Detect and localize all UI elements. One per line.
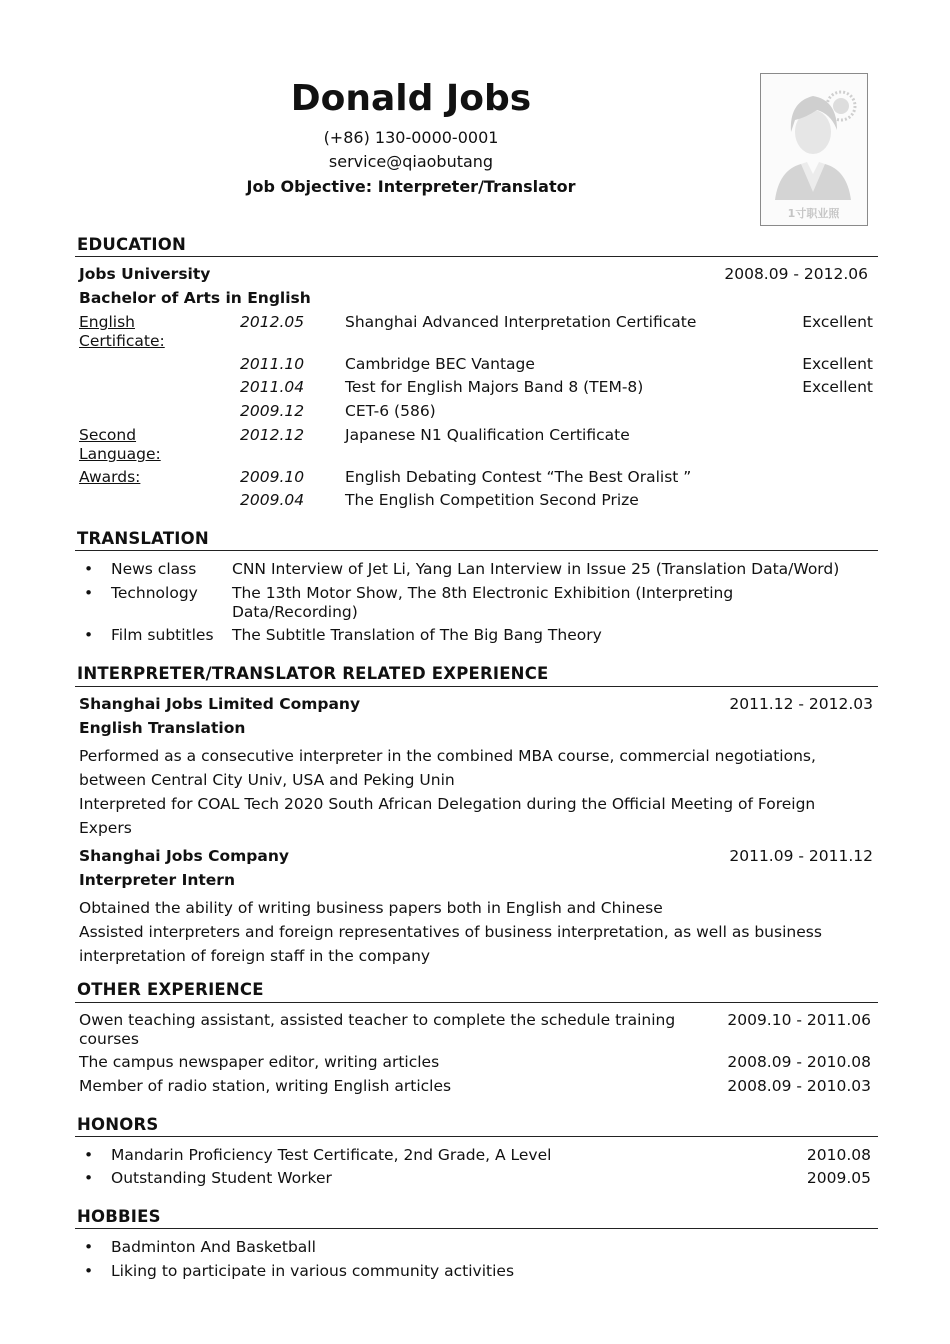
hobby-item: Badminton And Basketball bbox=[111, 1238, 316, 1256]
section-divider bbox=[75, 1002, 878, 1003]
edu-desc: CET-6 (586) bbox=[345, 402, 436, 420]
section-title-experience: INTERPRETER/TRANSLATOR RELATED EXPERIENCE bbox=[77, 664, 549, 683]
other-experience-item: The campus newspaper editor, writing articles bbox=[79, 1053, 440, 1071]
photo-caption: 1寸职业照 bbox=[787, 207, 840, 220]
translation-desc: The Subtitle Translation of The Big Bang Theory bbox=[232, 626, 602, 644]
translation-label: Film subtitles bbox=[111, 626, 214, 644]
honor-item: Outstanding Student Worker bbox=[111, 1169, 332, 1187]
edu-desc: Shanghai Advanced Interpretation Certificate bbox=[345, 313, 697, 331]
bullet-icon: • bbox=[84, 1169, 94, 1187]
other-experience-item: Member of radio station, writing English articles bbox=[79, 1077, 452, 1095]
edu-date: 2009.04 bbox=[240, 491, 305, 509]
job-description: Assisted interpreters and foreign representatives of business interpretation, as well as business interpretation of foreign staff in the company bbox=[79, 923, 822, 965]
bullet-icon: • bbox=[84, 1146, 94, 1164]
awards-label: Awards: bbox=[79, 468, 141, 486]
edu-desc: English Debating Contest “The Best Oralist ” bbox=[345, 468, 692, 486]
section-title-education: EDUCATION bbox=[77, 235, 186, 254]
edu-date: 2011.10 bbox=[240, 355, 305, 373]
edu-grade: Excellent bbox=[802, 355, 873, 373]
edu-date: 2012.05 bbox=[240, 313, 305, 331]
person-silhouette-icon bbox=[761, 74, 866, 224]
edu-date: 2011.04 bbox=[240, 378, 305, 396]
other-experience-dates: 2008.09 - 2010.03 bbox=[727, 1077, 871, 1095]
translation-desc: The 13th Motor Show, The 8th Electronic Exhibition (Interpreting Data/Recording) bbox=[232, 584, 734, 621]
honor-date: 2009.05 bbox=[806, 1169, 871, 1187]
bullet-icon: • bbox=[84, 560, 94, 578]
degree: Bachelor of Arts in English bbox=[79, 289, 311, 307]
translation-desc: CNN Interview of Jet Li, Yang Lan Interview in Issue 25 (Translation Data/Word) bbox=[232, 560, 840, 578]
bullet-icon: • bbox=[84, 1238, 94, 1256]
translation-label: Technology bbox=[111, 584, 198, 602]
section-title-honors: HONORS bbox=[77, 1115, 159, 1134]
company-name: Shanghai Jobs Company bbox=[79, 847, 289, 865]
english-certificate-label: English Certificate: bbox=[79, 313, 165, 350]
section-title-translation: TRANSLATION bbox=[77, 529, 209, 548]
edu-desc: The English Competition Second Prize bbox=[345, 491, 639, 509]
second-language-label: Second Language: bbox=[79, 426, 161, 463]
profile-photo bbox=[760, 73, 868, 226]
edu-date: 2009.10 bbox=[240, 468, 305, 486]
bullet-icon: • bbox=[84, 626, 94, 644]
edu-desc: Japanese N1 Qualification Certificate bbox=[345, 426, 630, 444]
edu-desc: Cambridge BEC Vantage bbox=[345, 355, 535, 373]
section-divider bbox=[75, 550, 878, 551]
section-divider bbox=[75, 1136, 878, 1137]
section-title-other-experience: OTHER EXPERIENCE bbox=[77, 980, 264, 999]
email-address: service@qiaobutang bbox=[328, 152, 494, 171]
honor-item: Mandarin Proficiency Test Certificate, 2nd Grade, A Level bbox=[111, 1146, 552, 1164]
job-description: Obtained the ability of writing business papers both in English and Chinese bbox=[79, 899, 663, 917]
edu-grade: Excellent bbox=[802, 378, 873, 396]
school-dates: 2008.09 - 2012.06 bbox=[724, 265, 868, 283]
bullet-icon: • bbox=[84, 584, 94, 602]
hobby-item: Liking to participate in various community activities bbox=[111, 1262, 515, 1280]
translation-label: News class bbox=[111, 560, 197, 578]
school-name: Jobs University bbox=[79, 265, 211, 283]
job-role: Interpreter Intern bbox=[79, 871, 235, 889]
other-experience-dates: 2008.09 - 2010.08 bbox=[727, 1053, 871, 1071]
job-description: Interpreted for COAL Tech 2020 South African Delegation during the Official Meeting of Foreign Expers bbox=[79, 795, 816, 837]
job-role: English Translation bbox=[79, 719, 246, 737]
section-divider bbox=[75, 686, 878, 687]
company-name: Shanghai Jobs Limited Company bbox=[79, 695, 361, 713]
other-experience-item: Owen teaching assistant, assisted teacher to complete the schedule training courses bbox=[79, 1011, 676, 1048]
section-divider bbox=[75, 256, 878, 257]
section-divider bbox=[75, 1228, 878, 1229]
job-objective: Job Objective: Interpreter/Translator bbox=[246, 177, 576, 196]
edu-grade: Excellent bbox=[802, 313, 873, 331]
candidate-name: Donald Jobs bbox=[290, 78, 532, 119]
section-title-hobbies: HOBBIES bbox=[77, 1207, 161, 1226]
phone-number: (+86) 130-0000-0001 bbox=[323, 128, 499, 147]
edu-date: 2009.12 bbox=[240, 402, 305, 420]
job-description: Performed as a consecutive interpreter in the combined MBA course, commercial negotiations, between Central City Univ, USA and Peking Unin bbox=[79, 747, 816, 789]
other-experience-dates: 2009.10 - 2011.06 bbox=[727, 1011, 871, 1029]
job-dates: 2011.09 - 2011.12 bbox=[729, 847, 873, 865]
job-dates: 2011.12 - 2012.03 bbox=[729, 695, 873, 713]
edu-desc: Test for English Majors Band 8 (TEM-8) bbox=[345, 378, 644, 396]
bullet-icon: • bbox=[84, 1262, 94, 1280]
edu-date: 2012.12 bbox=[240, 426, 305, 444]
honor-date: 2010.08 bbox=[806, 1146, 871, 1164]
